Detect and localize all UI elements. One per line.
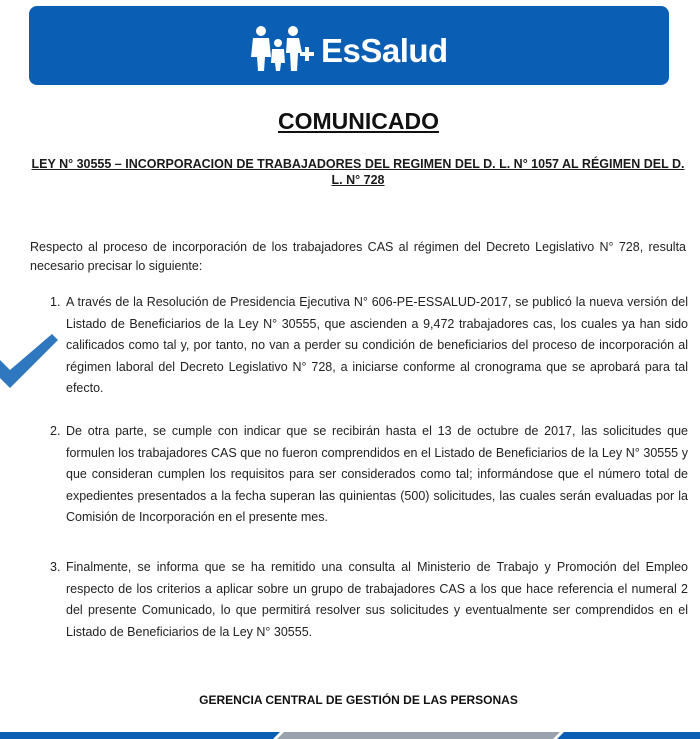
essalud-logo <box>247 23 448 73</box>
list-item-number: 1. <box>50 295 61 309</box>
list-item <box>50 421 688 529</box>
document-subtitle: LEY N° 30555 – INCORPORACION DE TRABAJADORES DEL REGIMEN DEL D. L. N° 1057 AL RÉGIMEN DEL D. L. N° 728 <box>31 157 685 187</box>
brand-name: EsSalud <box>321 32 448 69</box>
list-item-number: 3. <box>50 560 61 574</box>
document-title: COMUNICADO <box>278 108 439 134</box>
footer-bar <box>0 729 700 739</box>
intro-paragraph: Respecto al proceso de incorporación de los trabajadores CAS al régimen del Decreto Legislativo N° 728, resulta necesario precisar lo siguiente: <box>30 240 686 273</box>
list-item-number: 2. <box>50 424 61 438</box>
family-icon <box>247 23 317 73</box>
list-item-text: A través de la Resolución de Presidencia Ejecutiva N° 606-PE-ESSALUD-2017, se publicó la nueva versión del Listado de Beneficiarios de la Ley N° 30555, que ascienden a 9,472 trabajadores cas, los cuales ya han sido calificados como tal y, por tanto, no van a perder su condición de beneficiarios del proceso de incorporación al régimen laboral del Decreto Legislativo N° 728, a iniciarse conforme al cronograma que se aprobará para tal efecto. <box>66 295 688 395</box>
checkmark-icon <box>0 330 60 392</box>
list-item-text: De otra parte, se cumple con indicar que se recibirán hasta el 13 de octubre de 2017, las solicitudes que formulen los trabajadores CAS que no fueron comprendidos en el Listado de Beneficiarios de la Ley N° 30555 y que consideran cumplen los requisitos para ser considerados como tal; informándose que el número total de expedientes presentados a la fecha superan las quinientas (500) solicitudes, las cuales serán evaluadas por la Comisión de Incorporación en el presente mes. <box>66 424 688 524</box>
signature: GERENCIA CENTRAL DE GESTIÓN DE LAS PERSONAS <box>199 693 518 707</box>
list-item-text: Finalmente, se informa que se ha remitido una consulta al Ministerio de Trabajo y Promoción del Empleo respecto de los criterios a aplicar sobre un grupo de trabajadores CAS a los que hace referencia el numeral 2 del presente Comunicado, lo que permitirá resolver sus solicitudes y eventualmente ser comprendidos en el Listado de Beneficiarios de la Ley N° 30555. <box>66 560 688 639</box>
list-item <box>50 292 688 400</box>
list-item <box>50 557 688 643</box>
